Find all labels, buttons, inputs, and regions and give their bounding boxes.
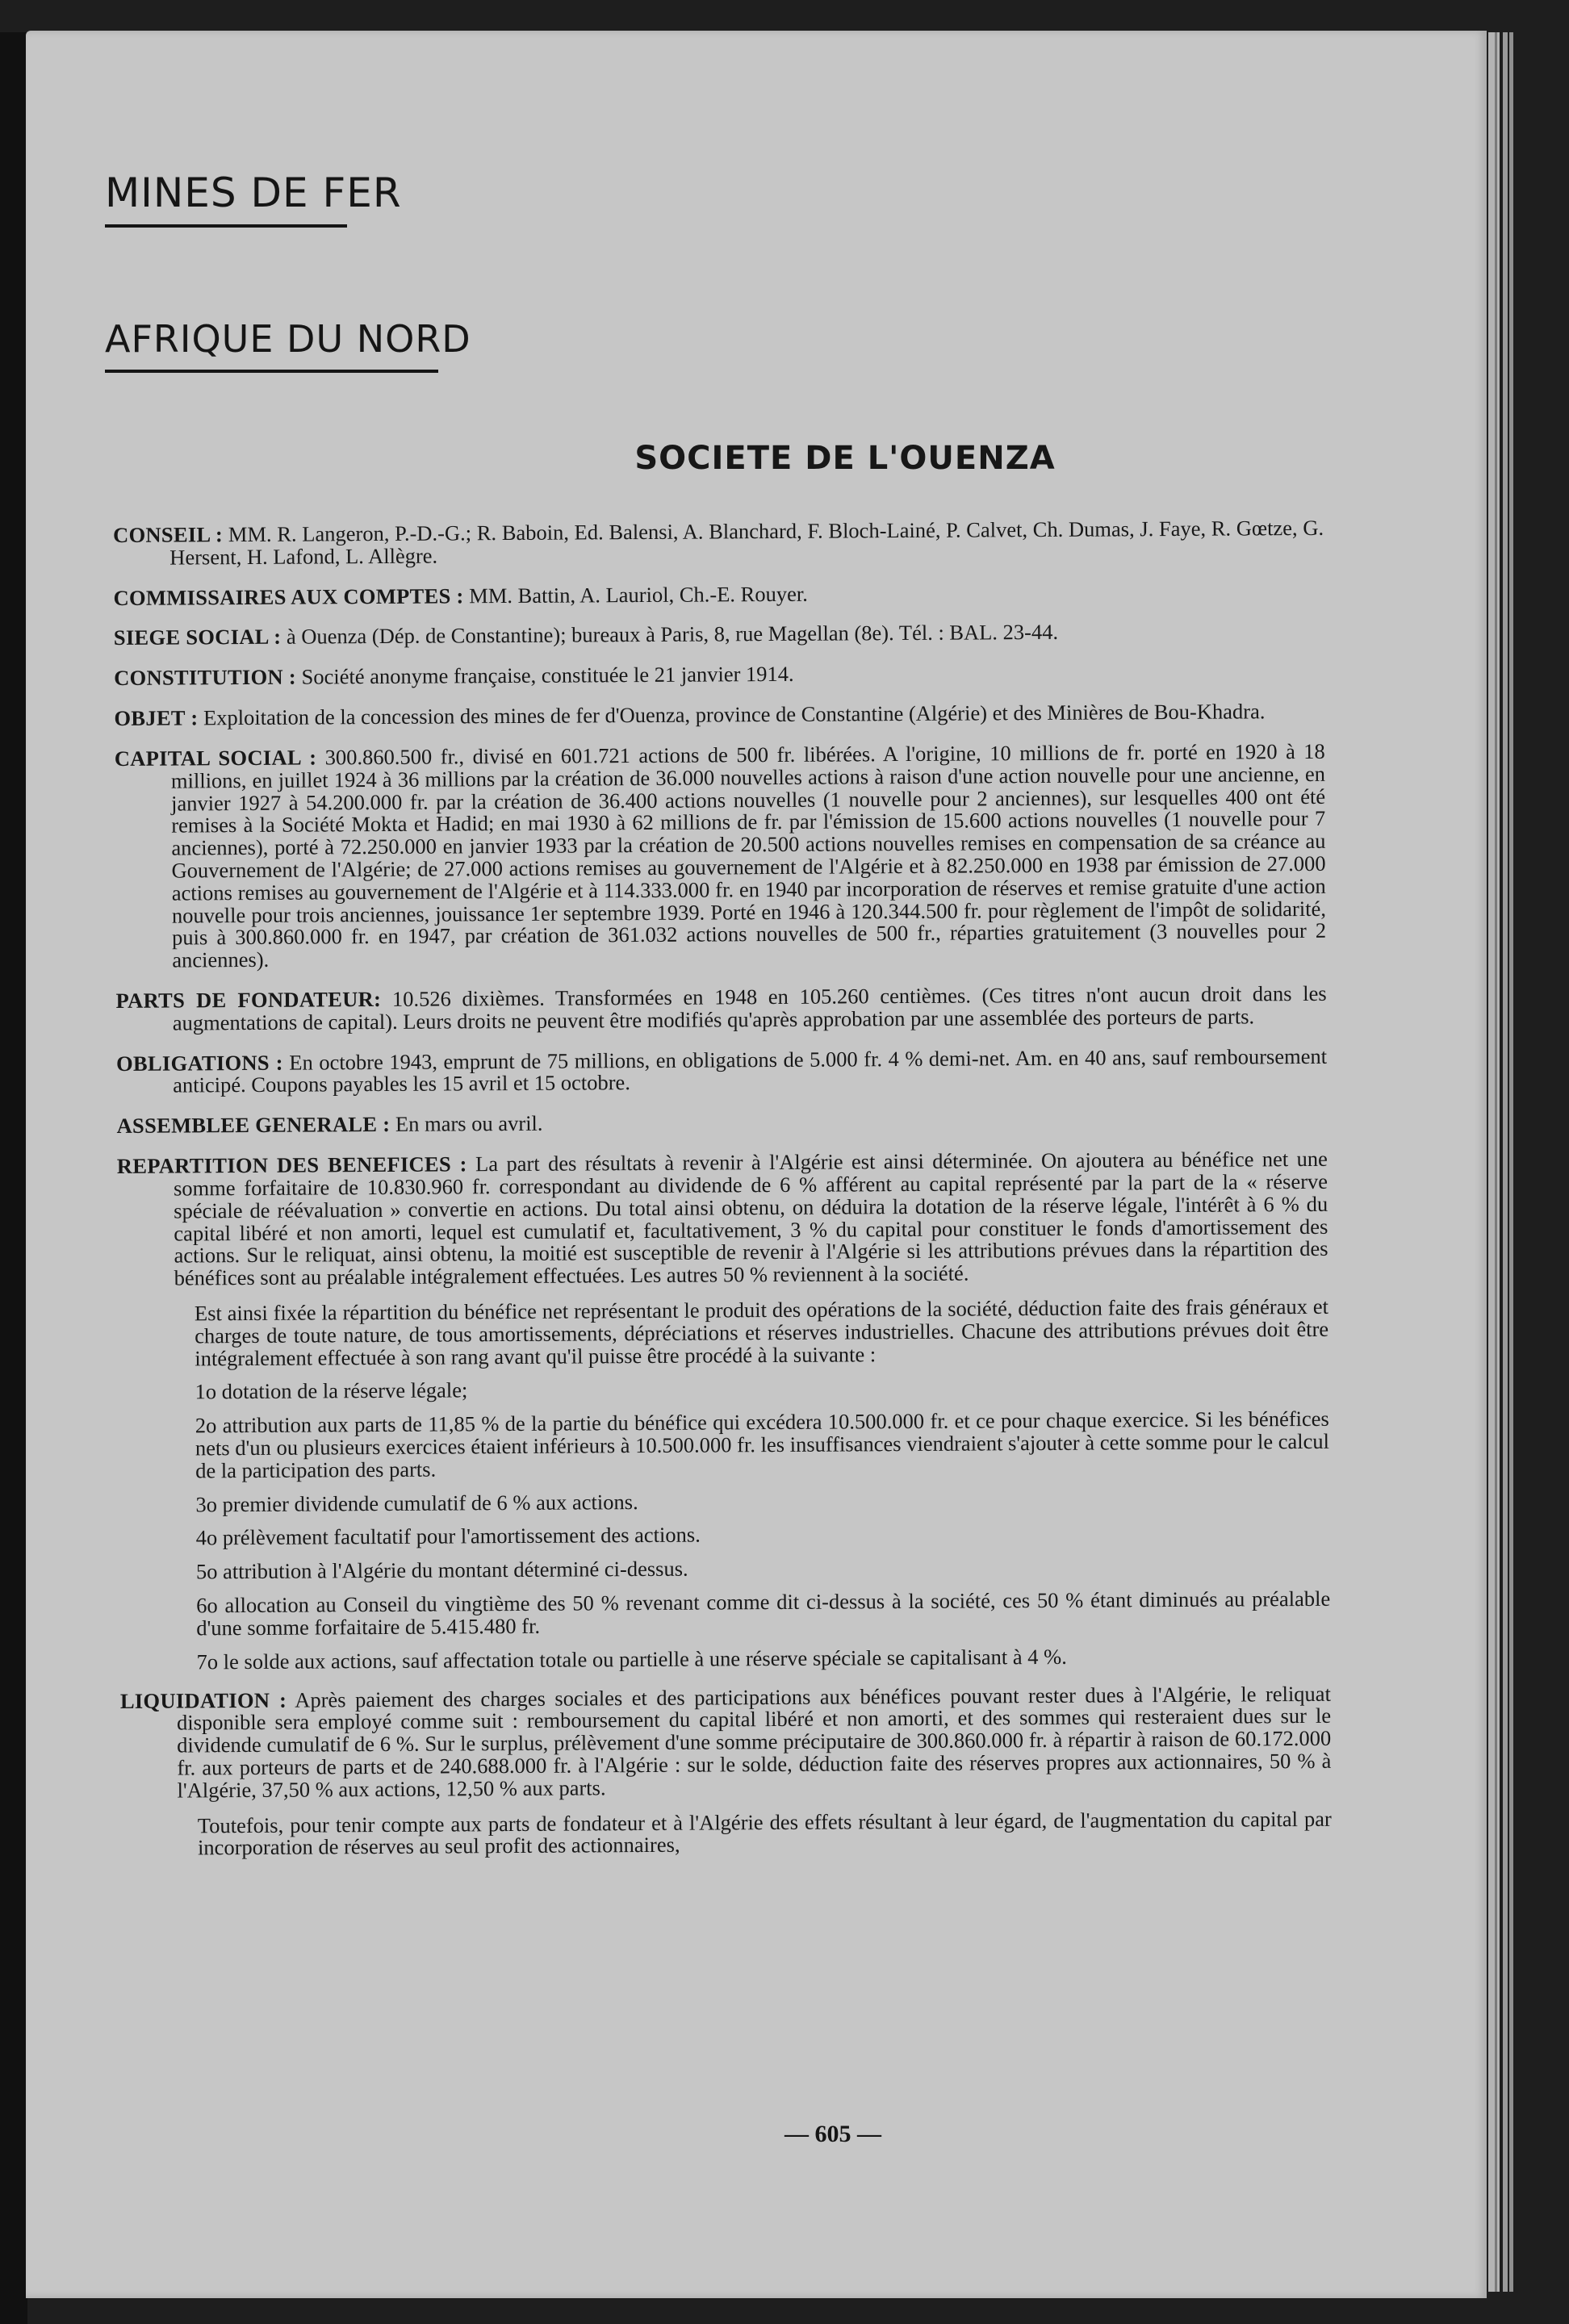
repartition-item: 4o prélèvement facultatif pour l'amortissement des actions. <box>195 1523 701 1550</box>
section-label: OBJET : <box>114 705 199 731</box>
section-text: Après paiement des charges sociales et des participations aux bénéfices pouvant rester dues à l'Algérie, le reliquat disponible sera employé comme suit : remboursement du capital libéré et non amorti, et des sommes qui resteraient dues sur le dividende cumulatif de 6 %. Sur le surplus, prélèvement d'une somme préciputaire de 300.860.000 fr. à répartir à raison de 60.172.000 fr. aux porteurs de parts et de 240.688.000 fr. à l'Algérie : sur le solde, déduction faite des réserves propres aux actionnaires, 50 % à l'Algérie, 37,50 % aux actions, 12,50 % aux parts. <box>176 1681 1332 1803</box>
section-repartition <box>117 1148 1328 1290</box>
page-edge <box>1509 32 1513 2292</box>
document-body <box>113 517 1332 1871</box>
section-label: CONSTITUTION : <box>114 664 297 691</box>
section-capital <box>114 738 1327 972</box>
repartition-item: 1o dotation de la réserve légale; <box>195 1377 468 1404</box>
repartition-item: 2o attribution aux parts de 11,85 % de la partie du bénéfice qui excédera 10.500.000 fr. et ce pour chaque exercice. Si les bénéfices nets d'un ou plusieurs exercices étaient inférieurs à 10.500.000 fr. les insuffisances viendraient s'ajouter à cette somme pour le calcul de la participation des parts. <box>195 1407 1330 1483</box>
page-edge <box>1495 32 1497 2292</box>
section-text: La part des résultats à revenir à l'Algérie est ainsi déterminée. On ajoutera au bénéfice net une somme forfaitaire de 10.830.960 fr. correspondant au dividende de 6 % afférent au capital représenté par la part de la « réserve spéciale de réévaluation » convertie en actions. Du total ainsi obtenu, on déduira la dotation de la réserve légale, l'intérêt à 6 % du capital libéré et non amorti, lequel est cumulatif et, facultativement, 3 % du capital pour constituer le fonds d'amortissement des actions. Sur le reliquat, ainsi obtenu, la moitié est susceptible de revenir à l'Algérie si les attributions prévues dans la répartition des bénéfices sont au préalable intégralement effectuées. Les autres 50 % reviennent à la société. <box>173 1146 1328 1290</box>
section-text: En octobre 1943, emprunt de 75 millions, en obligations de 5.000 fr. 4 % demi-net. Am. en 40 ans, sauf remboursement anticipé. Coupons payables les 15 avril et 15 octobre. <box>173 1043 1328 1097</box>
section-label: REPARTITION DES BENEFICES : <box>116 1152 467 1179</box>
section-parts <box>115 980 1327 1035</box>
liquidation-continuation: Toutefois, pour tenir compte aux parts de fondateur et à l'Algérie des effets résultant à leur égard, de l'augmentation du capital par incorporation de réserves au seul profit des actionnaires, <box>197 1806 1332 1860</box>
section-label: ASSEMBLEE GENERALE : <box>116 1112 391 1139</box>
section-label: COMMISSAIRES AUX COMPTES : <box>113 583 464 610</box>
section-siege <box>114 620 1324 650</box>
section-assemblee <box>116 1108 1327 1138</box>
section-text: En mars ou avril. <box>395 1111 543 1137</box>
section-label: CONSEIL : <box>112 522 224 547</box>
region-heading: AFRIQUE DU NORD <box>105 317 471 361</box>
page-edge <box>1488 32 1500 2292</box>
heading-underline <box>105 370 438 373</box>
section-conseil <box>113 517 1324 570</box>
section-label: OBLIGATIONS : <box>115 1050 283 1076</box>
repartition-item: 5o attribution à l'Algérie du montant déterminé ci-dessus. <box>195 1556 688 1584</box>
section-constitution <box>114 660 1324 690</box>
section-text: MM. R. Langeron, P.-D.-G.; R. Baboin, Ed. Balensi, A. Blanchard, F. Bloch-Lainé, P. Calvet, Ch. Dumas, J. Faye, R. Gœtze, G. Hersent, H. Lafond, L. Allègre. <box>169 515 1324 570</box>
repartition-item: 6o allocation au Conseil du vingtième des 50 % revenant comme dit ci-dessus à la société, ces 50 % étant diminués au préalable d'une somme forfaitaire de 5.415.480 fr. <box>196 1586 1331 1641</box>
section-objet <box>114 700 1324 730</box>
section-heading: MINES DE FER <box>105 169 402 216</box>
repartition-item: 3o premier dividende cumulatif de 6 % aux actions. <box>195 1489 638 1517</box>
section-commissaires <box>113 579 1324 609</box>
section-label: CAPITAL SOCIAL : <box>114 745 317 771</box>
section-text: Exploitation de la concession des mines de fer d'Ouenza, province de Constantine (Algérie) et des Minières de Bou-Khadra. <box>203 699 1266 730</box>
section-liquidation <box>120 1682 1332 1802</box>
section-text: Société anonyme française, constituée le 21 janvier 1914. <box>301 662 794 689</box>
page-number: — 605 — <box>784 2121 881 2147</box>
repartition-item: 7o le solde aux actions, sauf affectation totale ou partielle à une réserve spéciale se capitalisant à 4 %. <box>196 1644 1067 1674</box>
section-obligations <box>116 1045 1327 1097</box>
company-title: SOCIETE DE L'OUENZA <box>634 440 1056 477</box>
section-label: SIEGE SOCIAL : <box>113 625 282 650</box>
heading-underline <box>105 224 347 228</box>
book-spine-shadow <box>0 32 27 2324</box>
section-text: 10.526 dixièmes. Transformées en 1948 en 105.260 centièmes. (Ces titres n'ont aucun droit dans les augmentations de capital). Leurs droits ne peuvent être modifiés qu'après approbation par une assemblée des porteurs de parts. <box>172 980 1327 1035</box>
section-label: PARTS DE FONDATEUR: <box>115 986 382 1013</box>
section-label: LIQUIDATION : <box>119 1687 287 1713</box>
section-text: MM. Battin, A. Lauriol, Ch.-E. Rouyer. <box>469 581 808 608</box>
page-edge <box>1503 32 1508 2292</box>
section-text: 300.860.500 fr., divisé en 601.721 actions de 500 fr. libérées. A l'origine, 10 millions de fr. porté en 1920 à 18 millions, en juillet 1924 à 36 millions par la création de 36.000 nouvelles actions à raison d'une action nouvelle pour une ancienne, en janvier 1927 à 54.200.000 fr. par la création de 36.400 actions nouvelles (1 nouvelle pour 2 anciennes), sur lesquelles 400 ont été remises à la Société Mokta et Hadid; en mai 1930 à 62 millions de fr. par l'émission de 15.600 actions nouvelles (1 nouvelle pour 7 anciennes), porté à 72.250.000 en janvier 1933 par la création de 20.500 actions nouvelles remises en compensation de sa créance au Gouvernement de l'Algérie; de 27.000 actions remises au gouvernement de l'Algérie et à 82.250.000 en 1938 par émission de 27.000 actions remises au gouvernement de l'Algérie et à 114.333.000 fr. en 1940 par incorporation de réserves et remise gratuite d'une action nouvelle pour trois anciennes, jouissance 1er septembre 1939. Porté en 1946 à 120.344.500 fr. pour règlement de l'impôt de solidarité, puis à 300.860.000 fr. en 1947, par création de 361.032 actions nouvelles de 500 fr., réparties gratuitement (3 nouvelles pour 2 anciennes). <box>170 738 1327 972</box>
section-text: à Ouenza (Dép. de Constantine); bureaux à Paris, 8, rue Magellan (8e). Tél. : BAL. 23-44. <box>286 620 1059 650</box>
repartition-intro: Est ainsi fixée la répartition du bénéfice net représentant le produit des opérations de la société, déduction faite des frais généraux et charges de toute nature, de tous amortissements, dépréciations et réserves industrielles. Chacune des attributions prévues doit être intégralement effectuée à son rang avant qu'il puisse être procédé à la suivante : <box>194 1294 1329 1370</box>
